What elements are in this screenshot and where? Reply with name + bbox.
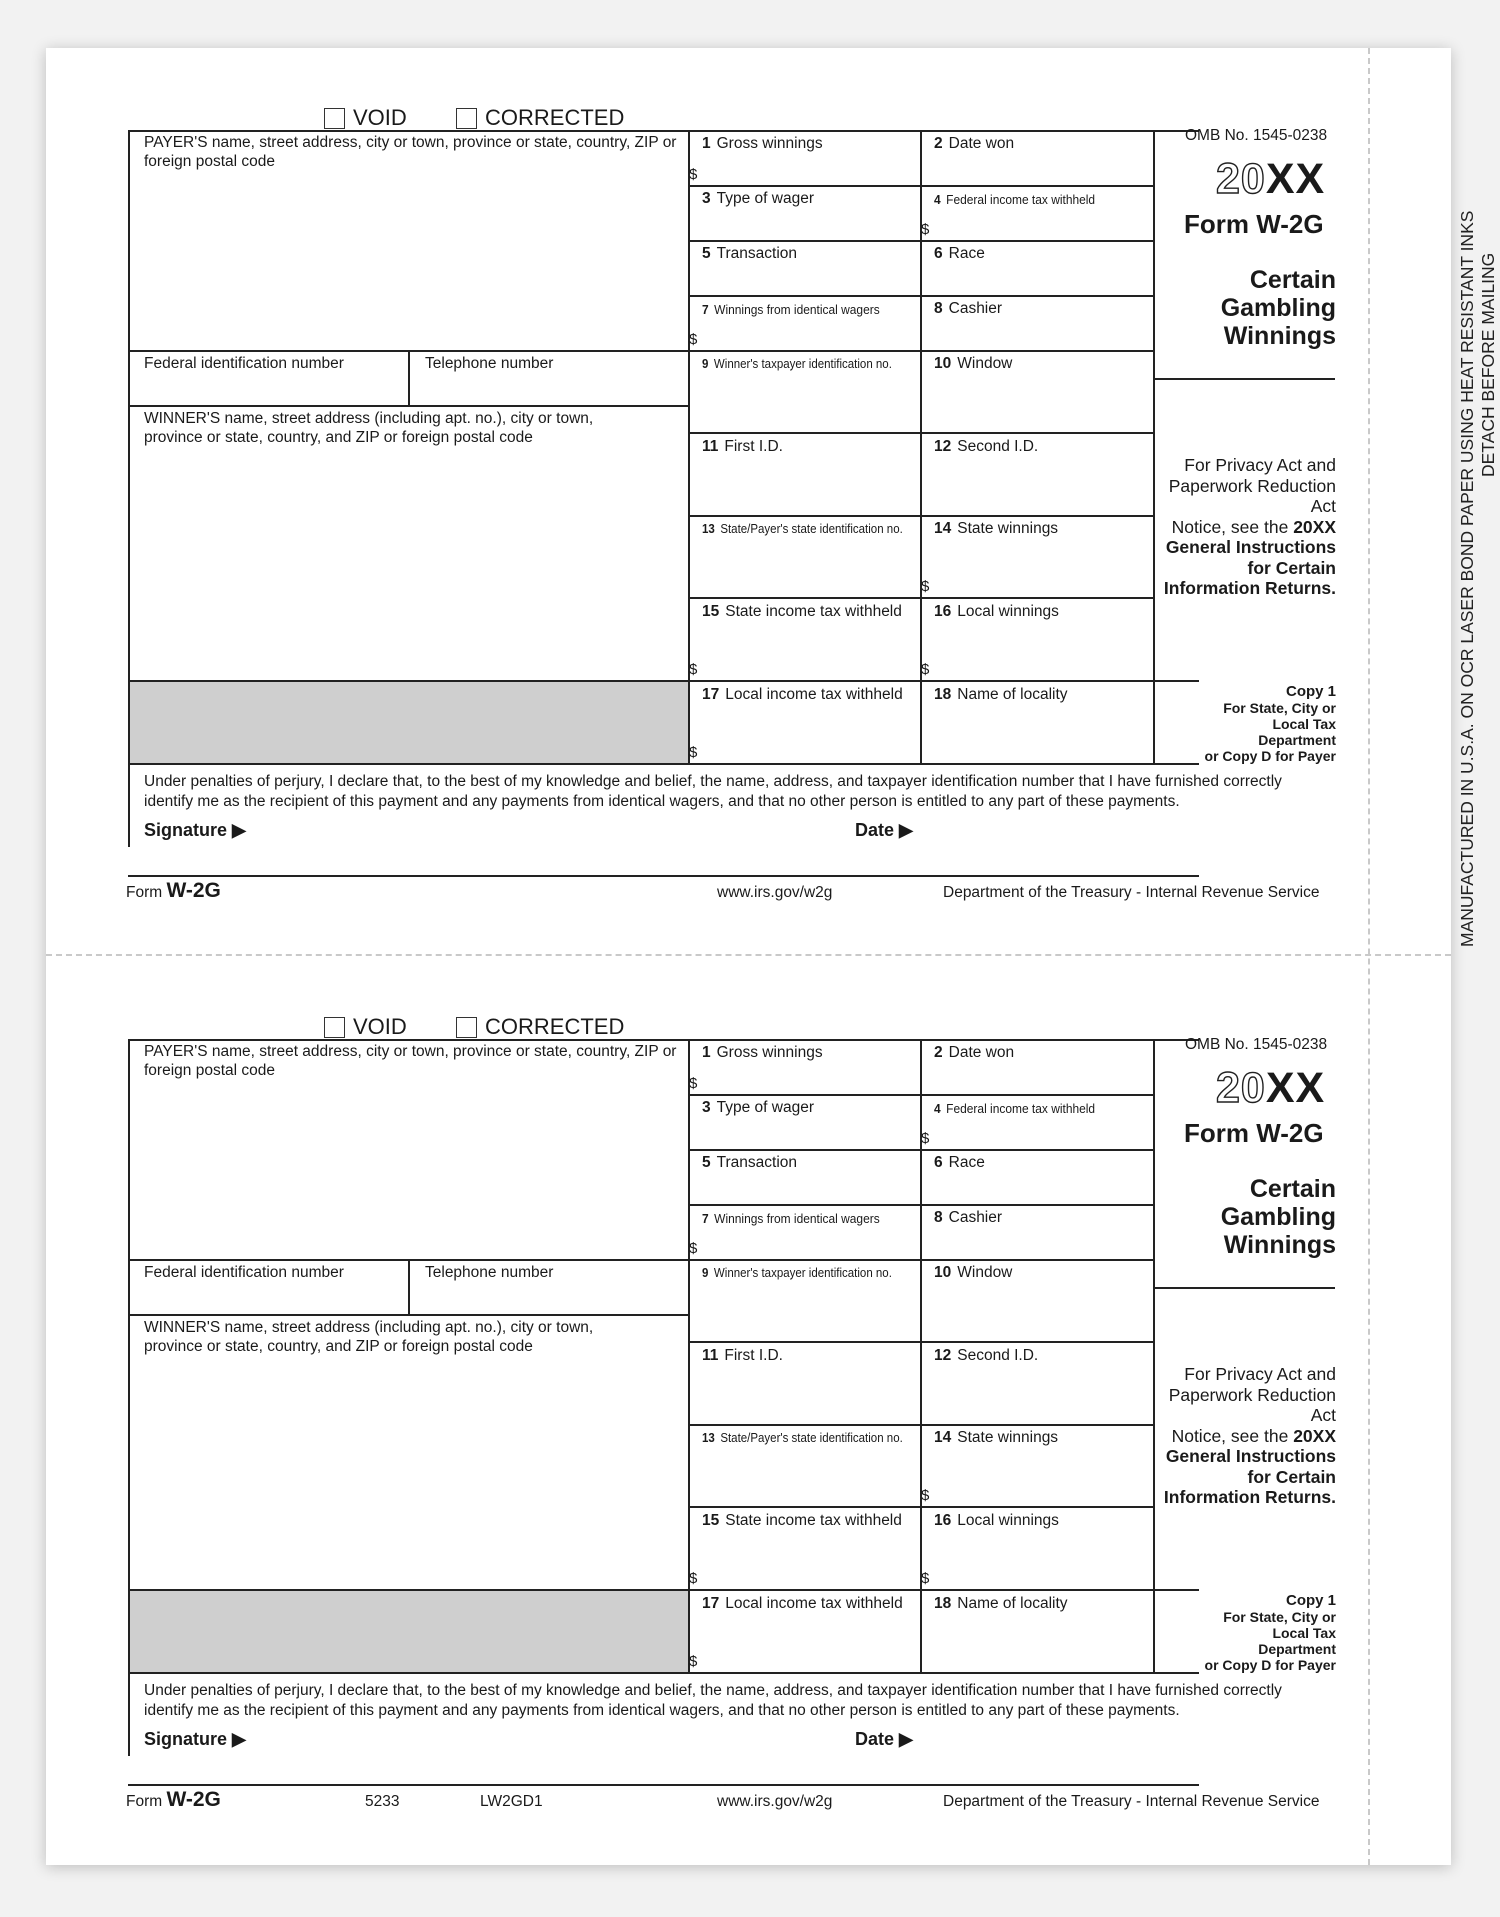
winner-field[interactable]: [130, 1357, 687, 1587]
box-14-dollar: $: [921, 578, 930, 595]
fed-id-label: Federal identification number: [144, 1264, 344, 1281]
form-title: Certain Gambling Winnings: [1220, 1175, 1336, 1259]
box-6-label: 6 Race: [934, 1154, 985, 1171]
shaded-area: [130, 682, 688, 763]
footer-code: LW2GD1: [480, 1793, 543, 1810]
box-13-label: 13 State/Payer's state identification no.: [702, 522, 903, 536]
vertical-perforation: [1368, 48, 1370, 1865]
box-17-dollar: $: [689, 1653, 698, 1670]
footer-url: www.irs.gov/w2g: [717, 884, 833, 901]
box-16-dollar: $: [921, 1570, 930, 1587]
box-7-label: 7 Winnings from identical wagers: [702, 302, 880, 317]
box-14-label: 14 State winnings: [934, 1429, 1059, 1446]
void-label: VOID: [353, 105, 407, 130]
omb-number: OMB No. 1545-0238: [1185, 1036, 1328, 1053]
box-15-label: 15 State income tax withheld: [702, 1512, 902, 1529]
copy-designation: Copy 1 For State, City or Local Tax Department or Copy D for Payer: [1204, 1592, 1336, 1673]
box-1-dollar: $: [689, 1075, 698, 1092]
omb-number: OMB No. 1545-0238: [1185, 127, 1328, 144]
telephone-label: Telephone number: [425, 1264, 554, 1281]
box-4-dollar: $: [921, 1130, 930, 1147]
corrected-checkbox[interactable]: [456, 108, 477, 129]
box-14-label: 14 State winnings: [934, 520, 1059, 537]
box-2-label: 2 Date won: [934, 135, 1015, 152]
box-17-dollar: $: [689, 744, 698, 761]
fed-id-label: Federal identification number: [144, 355, 344, 372]
corrected-checkbox-group[interactable]: [456, 1015, 624, 1039]
box-17-label: 17 Local income tax withheld: [702, 686, 903, 703]
void-checkbox-group[interactable]: [324, 1015, 407, 1039]
copy-designation: Copy 1 For State, City or Local Tax Department or Copy D for Payer: [1204, 683, 1336, 764]
box-18-label: 18 Name of locality: [934, 1595, 1068, 1612]
box-5-label: 5 Transaction: [702, 1154, 798, 1171]
box-15-dollar: $: [689, 661, 698, 678]
footer-form-id: Form W-2G: [126, 879, 221, 902]
form-copy-top: [46, 48, 1451, 957]
telephone-label: Telephone number: [425, 355, 554, 372]
box-8-label: 8 Cashier: [934, 300, 1003, 317]
corrected-checkbox[interactable]: [456, 1017, 477, 1038]
payer-label: PAYER'S name, street address, city or town, province or state, country, ZIP or foreign postal code: [144, 1043, 677, 1079]
side-vertical-text: MANUFACTURED IN U.S.A. ON OCR LASER BOND PAPER USING HEAT RESISTANT INKS DETACH BEFORE MAILING: [1457, 210, 1498, 947]
box-12-label: 12 Second I.D.: [934, 1347, 1039, 1364]
box-15-label: 15 State income tax withheld: [702, 603, 902, 620]
void-checkbox[interactable]: [324, 108, 345, 129]
box-16-label: 16 Local winnings: [934, 1512, 1059, 1529]
box-3-label: 3 Type of wager: [702, 190, 814, 207]
form-name: Form W-2G: [1184, 1118, 1324, 1148]
box-1-label: 1 Gross winnings: [702, 135, 823, 152]
signature-field[interactable]: [296, 816, 876, 844]
box-4-dollar: $: [921, 221, 930, 238]
shaded-area: [130, 1591, 688, 1672]
box-16-label: 16 Local winnings: [934, 603, 1059, 620]
perjury-statement: Under penalties of perjury, I declare that, to the best of my knowledge and belief, the name, address, and taxpayer identification number that I have furnished correctly identify me as the recipient of this payment and any payments from identical wagers, and that no other person is entitled to any part of these payments.: [144, 1682, 1282, 1719]
date-label: Date ▶: [855, 1729, 913, 1749]
corrected-checkbox-group[interactable]: [456, 106, 624, 130]
box-1-label: 1 Gross winnings: [702, 1044, 823, 1061]
form-sheet: [46, 48, 1498, 1865]
void-checkbox[interactable]: [324, 1017, 345, 1038]
box-4-label: 4 Federal income tax withheld: [934, 192, 1096, 207]
winner-label: WINNER'S name, street address (including apt. no.), city or town, province or state, country, and ZIP or foreign postal code: [144, 410, 594, 446]
winner-label: WINNER'S name, street address (including apt. no.), city or town, province or state, country, and ZIP or foreign postal code: [144, 1319, 594, 1355]
box-7-dollar: $: [689, 331, 698, 348]
box-6-label: 6 Race: [934, 245, 985, 262]
footer-form-id: Form W-2G: [126, 1788, 221, 1811]
box-8-label: 8 Cashier: [934, 1209, 1003, 1226]
box-1-dollar: $: [689, 166, 698, 183]
box-11-label: 11 First I.D.: [702, 438, 783, 455]
void-label: VOID: [353, 1014, 407, 1039]
payer-label: PAYER'S name, street address, city or town, province or state, country, ZIP or foreign postal code: [144, 134, 677, 170]
signature-field[interactable]: [296, 1725, 876, 1753]
box-11-label: 11 First I.D.: [702, 1347, 783, 1364]
tax-year: 20XX: [1216, 1064, 1326, 1112]
privacy-notice: For Privacy Act and Paperwork Reduction Act Notice, see the 20XX General Instructions for Certain Information Returns.: [1163, 455, 1336, 598]
signature-label: Signature ▶: [144, 820, 246, 840]
box-14-dollar: $: [921, 1487, 930, 1504]
void-checkbox-group[interactable]: [324, 106, 407, 130]
winner-field[interactable]: [130, 448, 687, 678]
footer-department: Department of the Treasury - Internal Revenue Service: [943, 1793, 1320, 1810]
privacy-notice: For Privacy Act and Paperwork Reduction Act Notice, see the 20XX General Instructions for Certain Information Returns.: [1163, 1364, 1336, 1507]
date-field[interactable]: [926, 816, 1186, 844]
date-field[interactable]: [926, 1725, 1186, 1753]
box-16-dollar: $: [921, 661, 930, 678]
tax-year: 20XX: [1216, 155, 1326, 203]
horizontal-perforation: [46, 954, 1451, 956]
box-7-label: 7 Winnings from identical wagers: [702, 1211, 880, 1226]
payer-field[interactable]: [130, 170, 687, 348]
date-label: Date ▶: [855, 820, 913, 840]
box-9-label: 9 Winner's taxpayer identification no.: [702, 1266, 892, 1280]
box-17-label: 17 Local income tax withheld: [702, 1595, 903, 1612]
box-9-label: 9 Winner's taxpayer identification no.: [702, 357, 892, 371]
box-10-label: 10 Window: [934, 1264, 1013, 1281]
box-5-label: 5 Transaction: [702, 245, 798, 262]
box-2-label: 2 Date won: [934, 1044, 1015, 1061]
box-13-label: 13 State/Payer's state identification no.: [702, 1431, 903, 1445]
box-12-label: 12 Second I.D.: [934, 438, 1039, 455]
form-title: Certain Gambling Winnings: [1220, 266, 1336, 350]
footer-department: Department of the Treasury - Internal Revenue Service: [943, 884, 1320, 901]
payer-field[interactable]: [130, 1079, 687, 1257]
signature-label: Signature ▶: [144, 1729, 246, 1749]
corrected-label: CORRECTED: [485, 1014, 625, 1039]
form-name: Form W-2G: [1184, 209, 1324, 239]
box-3-label: 3 Type of wager: [702, 1099, 814, 1116]
footer-url: www.irs.gov/w2g: [717, 1793, 833, 1810]
perjury-statement: Under penalties of perjury, I declare that, to the best of my knowledge and belief, the name, address, and taxpayer identification number that I have furnished correctly identify me as the recipient of this payment and any payments from identical wagers, and that no other person is entitled to any part of these payments.: [144, 773, 1282, 810]
box-15-dollar: $: [689, 1570, 698, 1587]
box-10-label: 10 Window: [934, 355, 1013, 372]
box-4-label: 4 Federal income tax withheld: [934, 1101, 1096, 1116]
footer-cat-number: 5233: [365, 1793, 400, 1810]
box-7-dollar: $: [689, 1240, 698, 1257]
corrected-label: CORRECTED: [485, 105, 625, 130]
form-copy-bottom: [46, 957, 1451, 1866]
box-18-label: 18 Name of locality: [934, 686, 1068, 703]
